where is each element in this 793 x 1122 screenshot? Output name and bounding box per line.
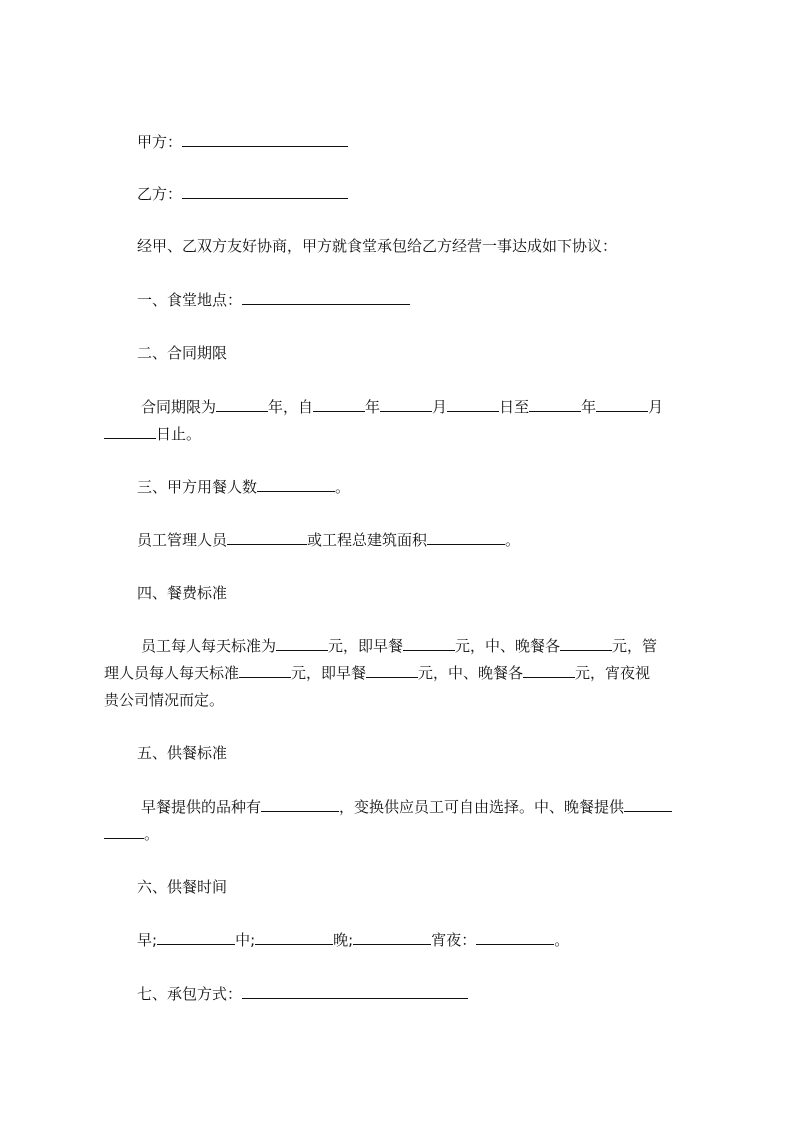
lunch-time-blank[interactable] [255,930,333,945]
fee-text-1: 员工每人每天标准为 [141,637,277,655]
time-text-1: 早; [137,931,158,949]
staff-count-blank[interactable] [227,530,307,545]
breakfast-items-blank[interactable] [261,797,339,812]
section-6-heading: 六、供餐时间 [137,878,228,896]
staff-line [137,530,520,550]
meal-items-blank-cont[interactable] [104,824,144,839]
start-month-blank[interactable] [380,397,432,412]
supply-text-3: 。 [144,825,160,843]
section-7-line [137,984,468,1004]
party-b-line [137,184,348,204]
mgr-breakfast-fee-blank[interactable] [366,663,418,678]
party-a-blank[interactable] [182,132,348,147]
term-text-4: 月 [432,398,448,416]
time-line [137,930,569,950]
end-day-blank[interactable] [104,424,156,439]
fee-line-1 [141,636,657,656]
term-line-2 [104,424,201,444]
meal-items-blank[interactable] [624,797,672,812]
section-1-line [137,290,410,310]
party-b-label: 乙方： [137,185,183,203]
fee-text-4: 元，管 [612,637,658,655]
mgr-meal-fee-blank[interactable] [523,663,575,678]
dinner-time-blank[interactable] [353,930,431,945]
area-blank[interactable] [427,530,505,545]
term-text-8: 日止。 [156,425,202,443]
staff-breakfast-fee-blank[interactable] [403,636,455,651]
term-text-1: 合同期限为 [141,398,217,416]
supply-line-2 [104,824,159,844]
staff-daily-fee-blank[interactable] [276,636,328,651]
term-text-6: 年 [581,398,597,416]
term-text-3: 年 [365,398,381,416]
section-2-heading: 二、合同期限 [137,344,228,362]
time-text-4: 宵夜： [431,931,477,949]
fee-text-2: 元，即早餐 [328,637,404,655]
time-text-3: 晚; [333,931,354,949]
fee-line-3: 贵公司情况而定。 [104,691,225,709]
party-a-label: 甲方： [137,133,183,151]
time-text-2: 中; [235,931,256,949]
supply-text-1: 早餐提供的品种有 [141,798,262,816]
term-text-5: 日至 [499,398,530,416]
section-7-heading: 七、承包方式： [137,985,243,1003]
supply-text-2: ，变换供应员工可自由选择。中、晚餐提供 [339,798,625,816]
fee-text-5: 理人员每人每天标准 [104,664,240,682]
term-text-2: 年，自 [268,398,314,416]
start-year-blank[interactable] [313,397,365,412]
section-1-heading: 一、食堂地点： [137,291,243,309]
term-line-1 [141,397,663,417]
staff-text-3: 。 [505,531,521,549]
term-text-7: 月 [648,398,664,416]
fee-line-2 [104,663,650,683]
fee-text-7: 元，中、晚餐各 [418,664,524,682]
section-3-line [137,477,350,497]
intro-paragraph: 经甲、乙双方友好协商，甲方就食堂承包给乙方经营一事达成如下协议： [137,237,618,255]
canteen-location-blank[interactable] [242,290,410,305]
fee-text-6: 元，即早餐 [291,664,367,682]
supply-line-1 [141,797,672,817]
staff-text-2: 或工程总建筑面积 [307,531,428,549]
breakfast-time-blank[interactable] [157,930,235,945]
fee-text-8: 元，宵夜视 [575,664,651,682]
end-month-blank[interactable] [596,397,648,412]
section-4-heading: 四、餐费标准 [137,584,228,602]
night-time-blank[interactable] [476,930,554,945]
staff-text-1: 员工管理人员 [137,531,228,549]
section-3-end: 。 [335,478,351,496]
fee-text-3: 元，中、晚餐各 [455,637,561,655]
time-text-5: 。 [554,931,570,949]
mgr-daily-fee-blank[interactable] [239,663,291,678]
term-years-blank[interactable] [216,397,268,412]
start-day-blank[interactable] [447,397,499,412]
party-b-blank[interactable] [182,184,348,199]
end-year-blank[interactable] [529,397,581,412]
party-a-line [137,132,348,152]
section-5-heading: 五、供餐标准 [137,744,228,762]
contract-method-blank[interactable] [242,984,468,999]
section-3-heading: 三、甲方用餐人数 [137,478,258,496]
staff-meal-fee-blank[interactable] [560,636,612,651]
diner-count-blank[interactable] [257,477,335,492]
